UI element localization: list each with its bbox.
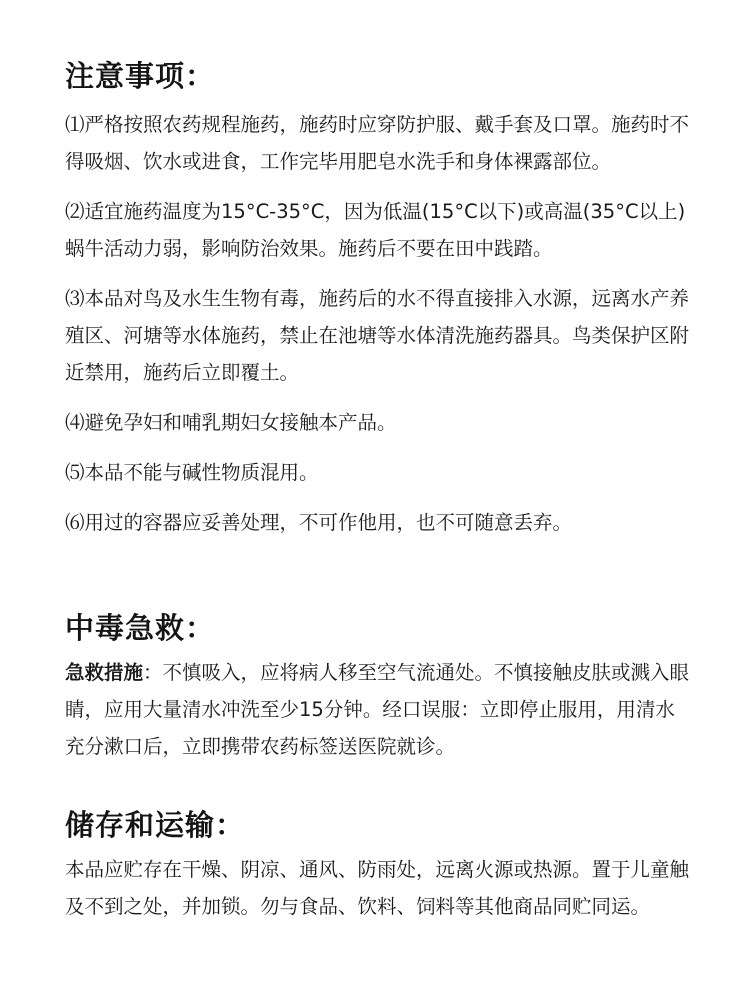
- precaution-item-1: ⑴严格按照农药规程施药，施药时应穿防护服、戴手套及口罩。施药时不得吸烟、饮水或进食，工作完毕用肥皂水洗手和身体裸露部位。: [65, 113, 690, 173]
- first-aid-body: ：不慎吸入，应将病人移至空气流通处。不慎接触皮肤或溅入眼睛，应用大量清水冲洗至少15分钟。经口误服：立即停止服用，用清水充分漱口后，立即携带农药标签送医院就诊。: [65, 661, 690, 758]
- storage-title: 储存和运输：: [65, 808, 246, 842]
- storage-text: 本品应贮存在干燥、阴凉、通风、防雨处，远离火源或热源。置于儿童触及不到之处，并加锁。勿与食品、饮料、饲料等其他商品同贮同运。: [65, 858, 690, 918]
- first-aid-text: [65, 654, 690, 765]
- storage-section: [65, 807, 690, 925]
- precaution-item-2: ⑵适宜施药温度为15°C-35°C，因为低温(15°C以下)或高温(35°C以上) 蜗牛活动力弱，影响防治效果。施药后不要在田中践踏。: [65, 200, 686, 260]
- first-aid-lead: 急救措施: [65, 661, 144, 684]
- first-aid-title: 中毒急救：: [65, 611, 216, 645]
- first-aid-section: [65, 610, 690, 765]
- precaution-item-3: ⑶本品对鸟及水生生物有毒，施药后的水不得直接排入水源，远离水产养殖区、河塘等水体施药，禁止在池塘等水体清洗施药器具。鸟类保护区附近禁用，施药后立即覆土。: [65, 287, 690, 384]
- precautions-section: [65, 58, 690, 541]
- precaution-item-5: ⑸本品不能与碱性物质混用。: [65, 461, 319, 484]
- precaution-item-4: ⑷避免孕妇和哺乳期妇女接触本产品。: [65, 411, 397, 434]
- precaution-item-6: ⑹用过的容器应妥善处理，不可作他用，也不可随意丢弃。: [65, 511, 573, 534]
- precautions-title: 注意事项：: [65, 59, 216, 93]
